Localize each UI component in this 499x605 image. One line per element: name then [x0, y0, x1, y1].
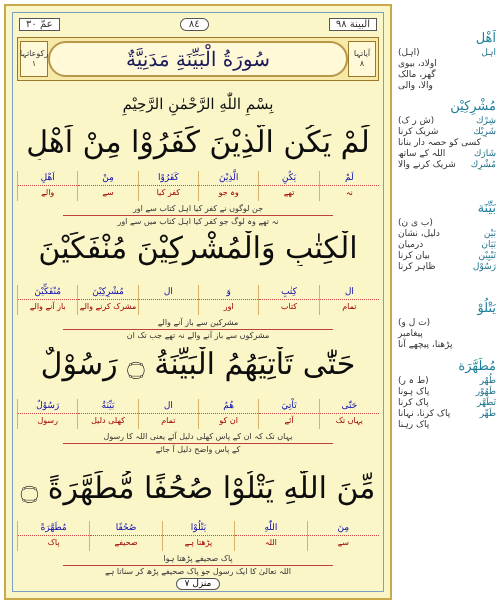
vocab-head: يَتْلُوْ: [477, 301, 496, 316]
vocab-meaning: کسی کو حصہ دار بنانا: [398, 138, 481, 148]
word-meaning: سے: [337, 538, 349, 547]
surah-banner: [17, 37, 379, 81]
word-arabic: مِنَ: [308, 521, 379, 536]
vocab-word: شِرْك: [476, 116, 496, 126]
ayat-label: آیاتہا: [353, 49, 371, 59]
gloss-line: اللہ تعالیٰ کا ایک رسول جو پاک صحیفے پڑھ کر سناتا ہے: [104, 567, 291, 576]
word-arabic: لَمْ: [320, 171, 379, 186]
vocab-meaning: شریک کرنا: [398, 127, 439, 137]
word-meaning: ان کو: [219, 416, 238, 425]
vocab-meaning: درمیان: [398, 240, 424, 250]
word-meaning: کفر کیا: [156, 188, 181, 197]
word-cell: [162, 521, 234, 551]
surah-title: سُورَةُ الْبَيِّنَةِ مَدَنِيَّةٌ: [48, 41, 348, 77]
translation-gloss: [33, 317, 363, 341]
word-cell: [258, 171, 318, 201]
word-arabic: الَّذِيْنَ: [199, 171, 258, 186]
vocab-word: شَرِيْك: [473, 127, 496, 137]
word-breakdown: [17, 521, 379, 551]
word-cell: [198, 285, 258, 315]
word-cell: [17, 285, 77, 315]
mushaf-page: [4, 4, 392, 600]
vocab-row: [398, 340, 496, 351]
gloss-line: کے پاس واضح دلیل آ جائے: [155, 445, 241, 454]
word-cell: [77, 399, 137, 429]
translation-gloss: [33, 553, 363, 577]
word-arabic: ال: [320, 285, 379, 300]
vocab-row: [398, 81, 496, 92]
vocab-row: [398, 318, 496, 329]
vocab-word: طَهُوْر: [475, 387, 496, 397]
word-meaning: [139, 300, 198, 314]
ayat-value: ٨: [359, 59, 365, 68]
ruku-count-box: [20, 41, 48, 77]
page-header: [13, 13, 383, 35]
word-cell: [319, 171, 379, 201]
vocab-row: [398, 398, 496, 409]
word-meaning: تمام: [161, 416, 176, 425]
verse-line: لَمْ يَكُنِ الَّذِيْنَ كَفَرُوْا مِنْ اَهْلِ: [26, 125, 370, 160]
verse-line: الْكِتٰبِ وَالْمُشْرِكِيْنَ مُنْفَكِّيْنَ: [38, 231, 358, 266]
word-meaning: سے: [102, 188, 114, 197]
word-meaning: وہ جو: [218, 188, 239, 197]
manzil-label: منزل ٧: [176, 578, 221, 590]
word-cell: [77, 285, 137, 315]
word-meaning: اللہ: [264, 538, 277, 547]
vocab-word: طُهْر: [479, 376, 496, 386]
vocab-meaning: پیغامبر: [398, 329, 423, 339]
vocab-meaning: (ب ی ن): [398, 218, 433, 228]
vocab-row: [398, 127, 496, 138]
vocab-row: [398, 48, 496, 59]
word-meaning: آئے: [284, 416, 294, 425]
word-cell: [17, 399, 77, 429]
word-arabic: ال: [139, 285, 198, 300]
vocab-row: [398, 376, 496, 387]
word-breakdown: [17, 285, 379, 315]
word-arabic: هُمُ: [199, 399, 258, 414]
word-cell: [89, 521, 161, 551]
translation-gloss: [33, 431, 363, 455]
word-cell: [319, 399, 379, 429]
vocab-word: تَطَهَّر: [476, 398, 496, 408]
gloss-line: جن لوگوں نے کفر کیا اہل کتاب سے اور: [132, 204, 264, 213]
vocab-group: [398, 200, 496, 273]
vocab-meaning: (اہل): [398, 48, 420, 58]
word-meaning: پڑھتا ہے: [184, 538, 213, 547]
vocab-word: اہل: [481, 48, 496, 58]
word-cell: [17, 521, 89, 551]
word-arabic: مِنْ: [78, 171, 137, 186]
word-arabic: صُحُفًا: [90, 521, 161, 536]
vocab-word: بَيْن: [483, 229, 496, 239]
word-cell: [17, 171, 77, 201]
word-arabic: يَتْلُوْا: [163, 521, 234, 536]
vocab-word: تَبْيِيْن: [478, 251, 496, 261]
vocab-row: [398, 116, 496, 127]
vocab-row: [398, 218, 496, 229]
word-arabic: حَتّٰى: [320, 399, 379, 414]
vocab-row: [398, 149, 496, 160]
vocab-row: [398, 409, 496, 420]
ruku-tag: عمّ ٣٠: [19, 18, 60, 31]
word-arabic: كِتٰبِ: [259, 285, 318, 300]
word-cell: [319, 285, 379, 315]
vocab-row: [398, 160, 496, 171]
word-cell: [307, 521, 379, 551]
vocab-meaning: پاک ہونا: [398, 387, 430, 397]
gloss-line: مشرکین سے باز آنے والے: [157, 318, 239, 327]
verse-line: حَتّٰى تَاْتِيَهُمُ الْبَيِّنَةُ ۝ رَسُوْلٌ: [40, 347, 356, 382]
vocab-group: [398, 98, 496, 171]
translation-gloss: [33, 203, 363, 227]
word-meaning: تمام: [342, 302, 357, 311]
word-cell: [234, 521, 306, 551]
word-meaning: صحیفے: [114, 538, 138, 547]
vocab-meaning: اولاد، بیوی: [398, 59, 437, 69]
vocab-head: مُطَهَّرَة: [458, 359, 496, 374]
ruku-label: رکوعاتہا: [19, 49, 49, 59]
vocab-row: [398, 138, 496, 149]
word-cell: [138, 285, 198, 315]
gloss-line: نہ تھے وہ لوگ جو کفر کیا اہل کتاب میں سے اور: [117, 217, 279, 226]
word-arabic: اَهْلِ: [18, 171, 77, 186]
bismillah: بِسْمِ اللّٰهِ الرَّحْمٰنِ الرَّحِيْمِ: [122, 95, 274, 113]
vocab-row: [398, 262, 496, 273]
page-footer: [13, 577, 383, 591]
vocab-meaning: دلیل، نشان: [398, 229, 440, 239]
vocab-word: طَهِّر: [479, 409, 496, 419]
ayat-count-box: [348, 41, 376, 77]
vocab-row: [398, 387, 496, 398]
vocab-meaning: پاک کرنا، نہانا: [398, 409, 451, 419]
word-meaning: یہاں تک: [335, 416, 363, 425]
vocab-group: [398, 30, 496, 92]
vocab-meaning: اللہ کے ساتھ: [398, 149, 446, 159]
word-breakdown: [17, 399, 379, 429]
word-meaning: باز آنے والے: [29, 302, 66, 311]
vocab-meaning: گھر، مالک: [398, 70, 436, 80]
word-meaning: اور: [223, 302, 234, 311]
word-arabic: رَسُوْلٌ: [18, 399, 77, 414]
vocab-group: [398, 300, 496, 351]
word-meaning: کتاب: [280, 302, 298, 311]
vocab-meaning: (ط ہ ر): [398, 376, 429, 386]
word-meaning: کھلی دلیل: [91, 416, 125, 425]
word-cell: [77, 171, 137, 201]
word-cell: [138, 171, 198, 201]
word-meaning: مشرک کرنے والے: [79, 302, 137, 311]
vocab-word: مُشْرِك: [470, 160, 496, 170]
word-meaning: نہ: [345, 188, 353, 197]
vocab-meaning: ظاہر کرنا: [398, 262, 436, 272]
vocab-row: [398, 70, 496, 81]
vocab-row: [398, 229, 496, 240]
word-meaning: رسول: [37, 416, 58, 425]
vocab-word: رَسُوْل: [472, 262, 496, 272]
page-number: ٨٤: [180, 18, 209, 31]
word-meaning: پاک: [47, 538, 60, 547]
word-arabic: بَيِّنَةُ: [78, 399, 137, 414]
word-arabic: مُنْفَكِّيْنَ: [18, 285, 77, 300]
word-cell: [258, 399, 318, 429]
word-arabic: اللّٰهِ: [235, 521, 306, 536]
vocab-meaning: پڑھنا، پیچھے آنا: [398, 340, 453, 350]
vocab-group: [398, 358, 496, 431]
vocab-row: [398, 59, 496, 70]
vocab-row: [398, 329, 496, 340]
vocab-row: [398, 240, 496, 251]
vocab-word: بَيَان: [481, 240, 496, 250]
vocab-row: [398, 420, 496, 431]
word-arabic: تَاْتِيَ: [259, 399, 318, 414]
word-arabic: ال: [139, 399, 198, 414]
vocab-meaning: شریک کرنے والا: [398, 160, 456, 170]
surah-tag: البينة ٩٨: [329, 18, 377, 31]
word-cell: [198, 171, 258, 201]
verse-line: مِّنَ اللّٰهِ يَتْلُوْا صُحُفًا مُّطَهَّرَةً ۝: [20, 471, 376, 506]
word-meaning: تھے: [283, 188, 295, 197]
vocab-meaning: پاک رہنا: [398, 420, 430, 430]
vocab-meaning: والا، والی: [398, 81, 433, 91]
vocab-meaning: (ت ل و): [398, 318, 431, 328]
vocab-head: بَيِّنَة: [477, 201, 496, 216]
word-arabic: يَكُنِ: [259, 171, 318, 186]
vocab-meaning: پاک کرنا: [398, 398, 429, 408]
vocab-row: [398, 251, 496, 262]
word-arabic: كَفَرُوْا: [139, 171, 198, 186]
vocab-head: اَهْل: [475, 31, 496, 46]
word-cell: [198, 399, 258, 429]
word-arabic: مُشْرِكِيْنَ: [78, 285, 137, 300]
vocab-word: شَارَك: [473, 149, 496, 159]
word-cell: [138, 399, 198, 429]
gloss-line: یہاں تک کہ ان کے پاس کھلی دلیل آئے یعنی اللہ کا رسول: [103, 432, 293, 441]
word-meaning: والے: [41, 188, 55, 197]
word-arabic: وَ: [199, 285, 258, 300]
vocab-meaning: بیان کرنا: [398, 251, 430, 261]
gloss-line: پاک صحیفے پڑھتا ہوا: [163, 554, 233, 563]
vocab-head: مُشْرِكِيْن: [450, 99, 496, 114]
word-cell: [258, 285, 318, 315]
vocabulary-sidebar: [398, 0, 496, 600]
page-frame: [12, 12, 384, 592]
gloss-line: مشرکوں سے باز آنے والے نہ تھے جب تک ان: [126, 331, 270, 340]
vocab-meaning: (ش ر ک): [398, 116, 435, 126]
word-breakdown: [17, 171, 379, 201]
ruku-value: ١: [31, 59, 37, 68]
word-arabic: مُطَهَّرَةً: [18, 521, 89, 536]
